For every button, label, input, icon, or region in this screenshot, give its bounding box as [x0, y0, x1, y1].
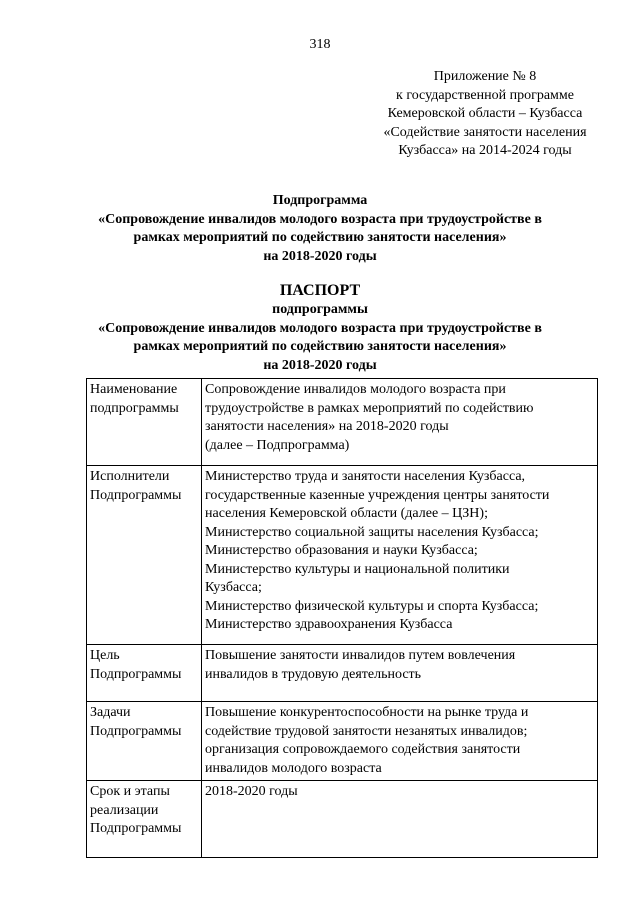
table-row — [87, 781, 598, 858]
value-line: государственные казенные учреждения центры занятости — [205, 487, 550, 503]
row-label — [87, 645, 202, 702]
heading-line: «Сопровождение инвалидов молодого возраста при трудоустройстве в — [98, 211, 542, 227]
row-value — [202, 466, 598, 645]
row-label — [87, 702, 202, 781]
value-line: содействие трудовой занятости незанятых инвалидов; — [205, 723, 528, 739]
page-number: 318 — [309, 37, 331, 52]
value-line: Сопровождение инвалидов молодого возраста при — [205, 382, 506, 397]
value-line: Министерство труда и занятости населения Кузбасса, — [205, 469, 526, 484]
label-line: подпрограммы — [90, 400, 179, 416]
appendix-note — [340, 68, 630, 161]
value-line: Министерство образования и науки Кузбасса; — [205, 543, 478, 558]
label-line: Срок и этапы — [90, 784, 170, 799]
row-value — [202, 645, 598, 702]
passport-heading — [0, 281, 640, 375]
label-line: Исполнители — [90, 469, 170, 484]
value-line: Министерство физической культуры и спорта Кузбасса; — [205, 598, 539, 614]
value-line: Повышение конкурентоспособности на рынке труда и — [205, 705, 529, 720]
value-line: Повышение занятости инвалидов путем вовлечения — [205, 648, 516, 663]
value-line: населения Кемеровской области (далее – ЦЗН); — [205, 506, 488, 521]
label-line: Подпрограммы — [90, 666, 182, 682]
row-label — [87, 379, 202, 466]
value-line: (далее – Подпрограмма) — [205, 437, 350, 453]
label-line: Подпрограммы — [90, 487, 182, 503]
table-row — [87, 379, 598, 466]
table-row — [87, 702, 598, 781]
value-line: организация сопровождаемого содействия занятости — [205, 742, 521, 757]
heading-line: рамках мероприятий по содействию занятости населения» — [133, 339, 507, 354]
heading-line: на 2018-2020 годы — [263, 248, 377, 264]
row-label — [87, 466, 202, 645]
row-value — [202, 702, 598, 781]
value-line: Министерство культуры и национальной политики — [205, 561, 510, 577]
heading-line: «Сопровождение инвалидов молодого возраста при трудоустройстве в — [98, 320, 542, 336]
value-line: 2018-2020 годы — [205, 784, 298, 799]
label-line: реализации — [90, 802, 159, 818]
appendix-line: Кузбасса» на 2014-2024 годы — [398, 143, 572, 158]
passport-table — [86, 378, 598, 858]
row-value — [202, 781, 598, 858]
appendix-line: Кемеровской области – Кузбасса — [387, 106, 583, 121]
value-line: Министерство социальной защиты населения Кузбасса; — [205, 524, 539, 540]
table-row — [87, 466, 598, 645]
row-label — [87, 781, 202, 858]
appendix-line: к государственной программе — [396, 87, 574, 103]
row-value — [202, 379, 598, 466]
label-line: Подпрограммы — [90, 723, 182, 739]
label-line: Наименование — [90, 382, 178, 397]
value-line: Министерство здравоохранения Кузбасса — [205, 617, 453, 632]
label-line: Задачи — [90, 705, 131, 720]
label-line: Цель — [90, 648, 120, 663]
appendix-line: «Содействие занятости населения — [383, 124, 587, 140]
subprogram-heading — [0, 192, 640, 266]
value-line: Кузбасса; — [205, 580, 262, 595]
value-line: трудоустройстве в рамках мероприятий по содействию — [205, 400, 534, 416]
heading-line: подпрограммы — [272, 302, 368, 317]
appendix-line: Приложение № 8 — [433, 69, 537, 84]
heading-line: рамках мероприятий по содействию занятости населения» — [133, 230, 507, 245]
heading-line: Подпрограмма — [272, 193, 368, 208]
passport-title: ПАСПОРТ — [279, 282, 361, 299]
value-line: инвалидов в трудовую деятельность — [205, 666, 422, 682]
heading-line: на 2018-2020 годы — [263, 357, 377, 373]
value-line: занятости населения» на 2018-2020 годы — [205, 419, 449, 434]
label-line: Подпрограммы — [90, 821, 182, 836]
table-row — [87, 645, 598, 702]
value-line: инвалидов молодого возраста — [205, 760, 382, 776]
